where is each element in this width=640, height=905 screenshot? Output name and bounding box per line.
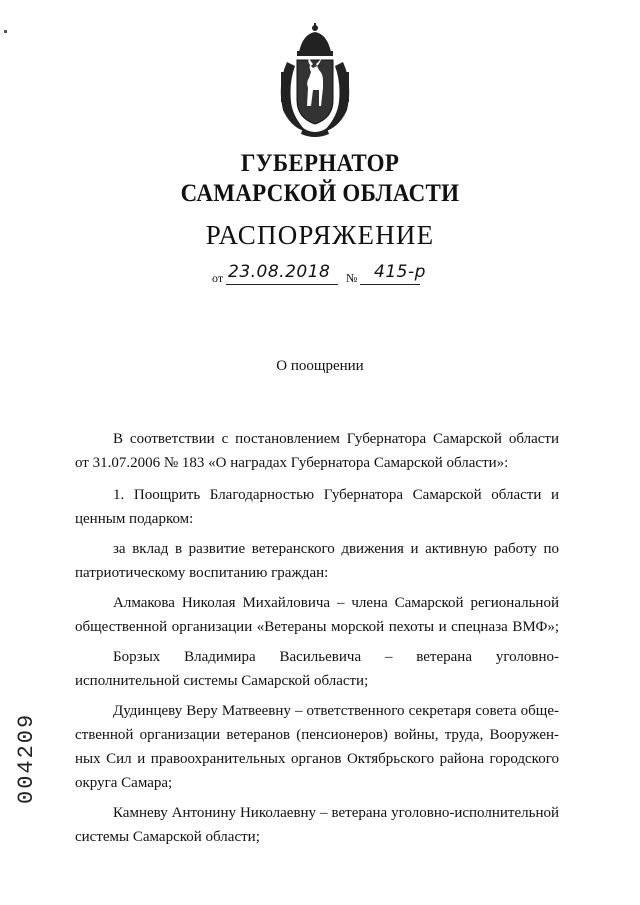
body-line-6: патриотическому воспитанию граждан:	[75, 565, 329, 581]
date-underline	[226, 284, 338, 285]
body-line-11: Дудинцеву Веру Матвеевну – ответственного секретаря совета обще-	[113, 703, 559, 719]
body-line-16: системы Самарской области;	[75, 829, 260, 845]
date-value: 23.08.2018	[228, 262, 331, 282]
number-underline	[360, 284, 420, 285]
body-line-2: от 31.07.2006 № 183 «О наградах Губернатора Самарской области»:	[75, 455, 509, 471]
body-line-1: В соответствии с постановлением Губернатора Самарской области	[113, 431, 559, 447]
body-line-8: общественной организации «Ветераны морской пехоты и спецназа ВМФ»;	[75, 619, 559, 635]
document-type: РАСПОРЯЖЕНИЕ	[205, 220, 435, 250]
title-governor: ГУБЕРНАТОР	[240, 150, 400, 177]
body-line-10: исполнительной системы Самарской области;	[75, 673, 369, 689]
body-line-13: ных Сил и правоохранительных органов Октябрьского района городского	[75, 751, 559, 767]
body-line-4: ценным подарком:	[75, 511, 194, 527]
body-line-15: Камневу Антонину Николаевну – ветерана уголовно-исполнительной	[113, 805, 559, 821]
number-label: №	[346, 271, 358, 285]
scan-mark	[4, 30, 7, 33]
serial-number-stamp: 004209	[14, 712, 39, 804]
number-value: 415-р	[374, 262, 426, 282]
samara-coat-of-arms-icon	[273, 22, 357, 138]
body-line-3: 1. Поощрить Благодарностью Губернатора Самарской области и	[113, 487, 559, 503]
body-line-9: Борзых Владимира Васильевича – ветерана уголовно-	[113, 649, 559, 665]
body-line-5: за вклад в развитие ветеранского движения и активную работу по	[113, 541, 559, 557]
title-region: САМАРСКОЙ ОБЛАСТИ	[180, 180, 460, 207]
body-line-14: округа Самара;	[75, 775, 173, 791]
date-label: от	[212, 271, 224, 285]
body-line-7: Алмакова Николая Михайловича – члена Самарской региональной	[113, 595, 559, 611]
body-line-12: ственной организации ветеранов (пенсионеров) войны, труда, Вооружен-	[75, 727, 559, 743]
subject-title: О поощрении	[276, 358, 364, 374]
date-number-line	[212, 262, 452, 288]
